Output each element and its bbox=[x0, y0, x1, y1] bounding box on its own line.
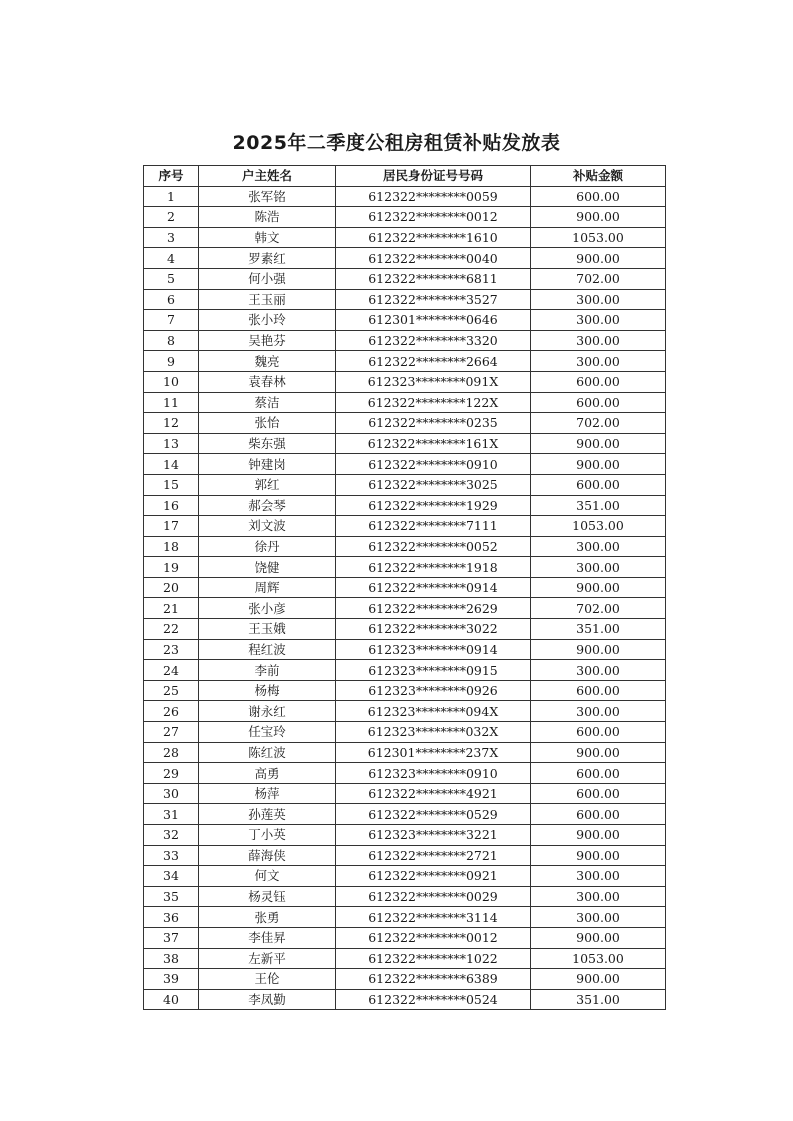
householder-name: 张小玲 bbox=[199, 310, 336, 331]
page-title: 2025年二季度公租房租赁补贴发放表 bbox=[232, 132, 561, 154]
householder-name: 李凤勤 bbox=[199, 989, 336, 1010]
subsidy-amount: 900.00 bbox=[531, 742, 666, 763]
table-row bbox=[144, 866, 666, 887]
id-number: 612322********0040 bbox=[336, 248, 531, 269]
subsidy-amount: 702.00 bbox=[531, 268, 666, 289]
table-row bbox=[144, 207, 666, 228]
householder-name: 任宝玲 bbox=[199, 722, 336, 743]
row-index: 40 bbox=[144, 989, 199, 1010]
householder-name: 周辉 bbox=[199, 577, 336, 598]
id-number: 612322********0910 bbox=[336, 454, 531, 475]
table-row bbox=[144, 454, 666, 475]
householder-name: 罗素红 bbox=[199, 248, 336, 269]
row-index: 36 bbox=[144, 907, 199, 928]
householder-name: 郭红 bbox=[199, 474, 336, 495]
householder-name: 刘文波 bbox=[199, 516, 336, 537]
table-row bbox=[144, 227, 666, 248]
table-row bbox=[144, 722, 666, 743]
householder-name: 杨萍 bbox=[199, 783, 336, 804]
table-row bbox=[144, 845, 666, 866]
householder-name: 丁小英 bbox=[199, 825, 336, 846]
subsidy-amount: 600.00 bbox=[531, 371, 666, 392]
subsidy-amount: 900.00 bbox=[531, 845, 666, 866]
householder-name: 李佳昇 bbox=[199, 927, 336, 948]
householder-name: 柴东强 bbox=[199, 433, 336, 454]
householder-name: 韩文 bbox=[199, 227, 336, 248]
id-number: 612301********0646 bbox=[336, 310, 531, 331]
subsidy-amount: 900.00 bbox=[531, 248, 666, 269]
row-index: 26 bbox=[144, 701, 199, 722]
row-index: 32 bbox=[144, 825, 199, 846]
table-row bbox=[144, 886, 666, 907]
row-index: 17 bbox=[144, 516, 199, 537]
table-row bbox=[144, 433, 666, 454]
table-row bbox=[144, 619, 666, 640]
row-index: 35 bbox=[144, 886, 199, 907]
row-index: 11 bbox=[144, 392, 199, 413]
id-number: 612322********2721 bbox=[336, 845, 531, 866]
id-number: 612301********237X bbox=[336, 742, 531, 763]
row-index: 9 bbox=[144, 351, 199, 372]
id-number: 612323********032X bbox=[336, 722, 531, 743]
header-name: 户主姓名 bbox=[199, 166, 336, 187]
id-number: 612323********0926 bbox=[336, 680, 531, 701]
table-row bbox=[144, 701, 666, 722]
table-row bbox=[144, 825, 666, 846]
subsidy-amount: 351.00 bbox=[531, 989, 666, 1010]
subsidy-amount: 300.00 bbox=[531, 536, 666, 557]
table-row bbox=[144, 268, 666, 289]
subsidy-amount: 300.00 bbox=[531, 866, 666, 887]
id-number: 612323********091X bbox=[336, 371, 531, 392]
householder-name: 吴艳芬 bbox=[199, 330, 336, 351]
subsidy-amount: 300.00 bbox=[531, 289, 666, 310]
householder-name: 何小强 bbox=[199, 268, 336, 289]
subsidy-amount: 1053.00 bbox=[531, 227, 666, 248]
header-index: 序号 bbox=[144, 166, 199, 187]
id-number: 612322********0029 bbox=[336, 886, 531, 907]
subsidy-amount: 300.00 bbox=[531, 886, 666, 907]
householder-name: 杨灵钰 bbox=[199, 886, 336, 907]
subsidy-amount: 600.00 bbox=[531, 474, 666, 495]
row-index: 31 bbox=[144, 804, 199, 825]
id-number: 612322********6389 bbox=[336, 969, 531, 990]
id-number: 612322********3025 bbox=[336, 474, 531, 495]
subsidy-amount: 300.00 bbox=[531, 907, 666, 928]
subsidy-amount: 351.00 bbox=[531, 619, 666, 640]
row-index: 20 bbox=[144, 577, 199, 598]
id-number: 612322********0012 bbox=[336, 927, 531, 948]
table-row bbox=[144, 989, 666, 1010]
householder-name: 左新平 bbox=[199, 948, 336, 969]
id-number: 612322********3320 bbox=[336, 330, 531, 351]
id-number: 612322********0012 bbox=[336, 207, 531, 228]
row-index: 1 bbox=[144, 186, 199, 207]
row-index: 21 bbox=[144, 598, 199, 619]
householder-name: 魏亮 bbox=[199, 351, 336, 372]
householder-name: 张小彦 bbox=[199, 598, 336, 619]
row-index: 19 bbox=[144, 557, 199, 578]
householder-name: 王玉丽 bbox=[199, 289, 336, 310]
table-row bbox=[144, 289, 666, 310]
subsidy-amount: 900.00 bbox=[531, 825, 666, 846]
table-row bbox=[144, 330, 666, 351]
subsidy-amount: 351.00 bbox=[531, 495, 666, 516]
subsidy-amount: 300.00 bbox=[531, 310, 666, 331]
householder-name: 郝会琴 bbox=[199, 495, 336, 516]
householder-name: 李前 bbox=[199, 660, 336, 681]
subsidy-amount: 300.00 bbox=[531, 330, 666, 351]
header-amount: 补贴金额 bbox=[531, 166, 666, 187]
subsidy-amount: 900.00 bbox=[531, 639, 666, 660]
subsidy-amount: 702.00 bbox=[531, 598, 666, 619]
row-index: 23 bbox=[144, 639, 199, 660]
table-row bbox=[144, 392, 666, 413]
subsidy-amount: 1053.00 bbox=[531, 948, 666, 969]
table-row bbox=[144, 927, 666, 948]
householder-name: 王玉娥 bbox=[199, 619, 336, 640]
id-number: 612322********1918 bbox=[336, 557, 531, 578]
id-number: 612322********0059 bbox=[336, 186, 531, 207]
id-number: 612322********1610 bbox=[336, 227, 531, 248]
subsidy-amount: 702.00 bbox=[531, 413, 666, 434]
householder-name: 张军铭 bbox=[199, 186, 336, 207]
table-row bbox=[144, 742, 666, 763]
table-row bbox=[144, 351, 666, 372]
householder-name: 陈浩 bbox=[199, 207, 336, 228]
householder-name: 高勇 bbox=[199, 763, 336, 784]
row-index: 39 bbox=[144, 969, 199, 990]
householder-name: 袁春林 bbox=[199, 371, 336, 392]
householder-name: 钟建岗 bbox=[199, 454, 336, 475]
row-index: 22 bbox=[144, 619, 199, 640]
subsidy-amount: 300.00 bbox=[531, 701, 666, 722]
subsidy-table bbox=[143, 165, 666, 1010]
id-number: 612322********7111 bbox=[336, 516, 531, 537]
householder-name: 孙莲英 bbox=[199, 804, 336, 825]
row-index: 33 bbox=[144, 845, 199, 866]
table-row bbox=[144, 557, 666, 578]
table-header-row bbox=[144, 166, 666, 187]
table-row bbox=[144, 763, 666, 784]
table-row bbox=[144, 639, 666, 660]
header-id-number: 居民身份证号号码 bbox=[336, 166, 531, 187]
subsidy-amount: 600.00 bbox=[531, 680, 666, 701]
subsidy-amount: 600.00 bbox=[531, 783, 666, 804]
row-index: 3 bbox=[144, 227, 199, 248]
row-index: 8 bbox=[144, 330, 199, 351]
id-number: 612322********0235 bbox=[336, 413, 531, 434]
subsidy-amount: 900.00 bbox=[531, 969, 666, 990]
householder-name: 张怡 bbox=[199, 413, 336, 434]
row-index: 37 bbox=[144, 927, 199, 948]
row-index: 18 bbox=[144, 536, 199, 557]
id-number: 612322********1929 bbox=[336, 495, 531, 516]
subsidy-amount: 600.00 bbox=[531, 392, 666, 413]
id-number: 612323********094X bbox=[336, 701, 531, 722]
row-index: 7 bbox=[144, 310, 199, 331]
row-index: 16 bbox=[144, 495, 199, 516]
table-row bbox=[144, 783, 666, 804]
subsidy-amount: 300.00 bbox=[531, 557, 666, 578]
householder-name: 薛海侠 bbox=[199, 845, 336, 866]
subsidy-amount: 900.00 bbox=[531, 433, 666, 454]
subsidy-amount: 600.00 bbox=[531, 763, 666, 784]
id-number: 612322********4921 bbox=[336, 783, 531, 804]
row-index: 24 bbox=[144, 660, 199, 681]
subsidy-amount: 300.00 bbox=[531, 660, 666, 681]
id-number: 612322********3527 bbox=[336, 289, 531, 310]
row-index: 27 bbox=[144, 722, 199, 743]
id-number: 612322********2629 bbox=[336, 598, 531, 619]
householder-name: 杨梅 bbox=[199, 680, 336, 701]
subsidy-amount: 1053.00 bbox=[531, 516, 666, 537]
subsidy-amount: 900.00 bbox=[531, 577, 666, 598]
id-number: 612323********0910 bbox=[336, 763, 531, 784]
householder-name: 何文 bbox=[199, 866, 336, 887]
row-index: 25 bbox=[144, 680, 199, 701]
table-row bbox=[144, 536, 666, 557]
householder-name: 徐丹 bbox=[199, 536, 336, 557]
id-number: 612323********0914 bbox=[336, 639, 531, 660]
row-index: 29 bbox=[144, 763, 199, 784]
subsidy-amount: 900.00 bbox=[531, 454, 666, 475]
table-row bbox=[144, 248, 666, 269]
subsidy-amount: 600.00 bbox=[531, 804, 666, 825]
table-row bbox=[144, 680, 666, 701]
id-number: 612322********1022 bbox=[336, 948, 531, 969]
row-index: 28 bbox=[144, 742, 199, 763]
id-number: 612322********0529 bbox=[336, 804, 531, 825]
id-number: 612322********3022 bbox=[336, 619, 531, 640]
householder-name: 张勇 bbox=[199, 907, 336, 928]
id-number: 612322********122X bbox=[336, 392, 531, 413]
subsidy-amount: 600.00 bbox=[531, 722, 666, 743]
row-index: 4 bbox=[144, 248, 199, 269]
id-number: 612322********161X bbox=[336, 433, 531, 454]
row-index: 30 bbox=[144, 783, 199, 804]
id-number: 612323********0915 bbox=[336, 660, 531, 681]
id-number: 612322********0921 bbox=[336, 866, 531, 887]
subsidy-amount: 600.00 bbox=[531, 186, 666, 207]
table-row bbox=[144, 907, 666, 928]
table-row bbox=[144, 804, 666, 825]
row-index: 12 bbox=[144, 413, 199, 434]
subsidy-amount: 300.00 bbox=[531, 351, 666, 372]
householder-name: 饶健 bbox=[199, 557, 336, 578]
id-number: 612322********0524 bbox=[336, 989, 531, 1010]
row-index: 5 bbox=[144, 268, 199, 289]
row-index: 2 bbox=[144, 207, 199, 228]
table-row bbox=[144, 598, 666, 619]
householder-name: 蔡洁 bbox=[199, 392, 336, 413]
table-row bbox=[144, 413, 666, 434]
id-number: 612322********3114 bbox=[336, 907, 531, 928]
table-row bbox=[144, 495, 666, 516]
id-number: 612322********6811 bbox=[336, 268, 531, 289]
householder-name: 陈红波 bbox=[199, 742, 336, 763]
row-index: 13 bbox=[144, 433, 199, 454]
row-index: 34 bbox=[144, 866, 199, 887]
subsidy-amount: 900.00 bbox=[531, 927, 666, 948]
row-index: 6 bbox=[144, 289, 199, 310]
table-row bbox=[144, 371, 666, 392]
householder-name: 谢永红 bbox=[199, 701, 336, 722]
id-number: 612322********2664 bbox=[336, 351, 531, 372]
id-number: 612322********0052 bbox=[336, 536, 531, 557]
id-number: 612322********0914 bbox=[336, 577, 531, 598]
householder-name: 程红波 bbox=[199, 639, 336, 660]
row-index: 15 bbox=[144, 474, 199, 495]
table-row bbox=[144, 660, 666, 681]
table-row bbox=[144, 474, 666, 495]
row-index: 10 bbox=[144, 371, 199, 392]
table-row bbox=[144, 577, 666, 598]
subsidy-amount: 900.00 bbox=[531, 207, 666, 228]
table-row bbox=[144, 310, 666, 331]
table-row bbox=[144, 969, 666, 990]
householder-name: 王伦 bbox=[199, 969, 336, 990]
table-row bbox=[144, 516, 666, 537]
row-index: 14 bbox=[144, 454, 199, 475]
id-number: 612323********3221 bbox=[336, 825, 531, 846]
table-row bbox=[144, 948, 666, 969]
row-index: 38 bbox=[144, 948, 199, 969]
table-row bbox=[144, 186, 666, 207]
